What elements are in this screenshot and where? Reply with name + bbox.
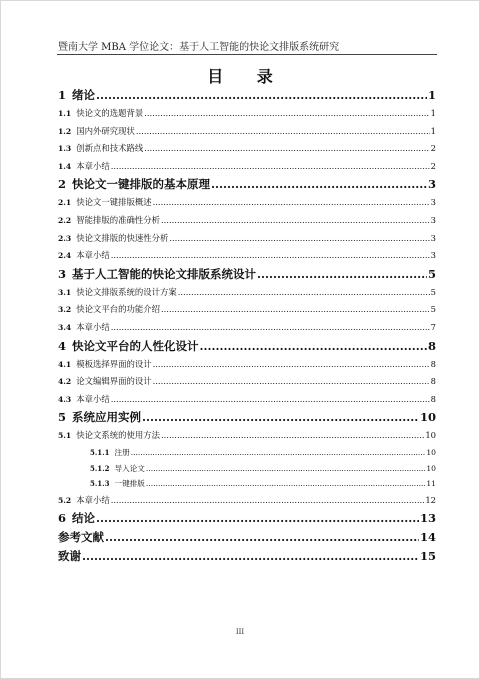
toc-entry-page: 5 — [427, 266, 436, 281]
toc-entry-title: 导入论文 — [114, 463, 145, 473]
toc-entry-title: 快论文排版系统的设计方案 — [76, 286, 177, 297]
toc-entry[interactable] — [58, 337, 436, 356]
toc-entry-page: 2 — [430, 160, 436, 171]
toc-entry[interactable] — [58, 175, 436, 194]
toc-entry-page: 10 — [426, 463, 436, 473]
dot-leader — [111, 158, 430, 176]
toc-entry-number: 1.1 — [58, 109, 72, 118]
toc-entry-number: 3.2 — [58, 305, 72, 315]
toc-entry[interactable] — [58, 105, 436, 123]
toc-entry[interactable] — [58, 301, 436, 319]
toc-entry-title: 快论文平台的人性化设计 — [72, 338, 199, 353]
toc-entry-page: 14 — [419, 530, 436, 545]
toc-entry-title: 一键排版 — [114, 479, 145, 489]
toc-entry[interactable] — [58, 356, 436, 374]
toc-entry[interactable] — [58, 476, 436, 492]
toc-entry-title: 本章小结 — [76, 250, 110, 261]
toc-entry-page: 5 — [430, 304, 436, 315]
toc-entry[interactable] — [58, 140, 436, 158]
toc-title: 目 录 — [207, 67, 287, 86]
toc-entry-page: 8 — [430, 358, 436, 369]
toc-entry-number: 4.1 — [58, 359, 72, 369]
toc-entry-title: 快论文的选题背景 — [76, 108, 144, 118]
toc-entry-number: 1 — [58, 88, 67, 102]
toc-entry-title: 注册 — [114, 447, 130, 457]
header-rule — [57, 54, 437, 55]
toc-entry-title: 本章小结 — [76, 160, 110, 171]
toc-entry-page: 3 — [430, 197, 436, 208]
dot-leader — [131, 445, 426, 461]
toc-entry[interactable] — [58, 230, 436, 248]
toc-entry[interactable] — [58, 123, 436, 141]
toc-entry-page: 8 — [427, 338, 436, 353]
toc-entry-page: 11 — [426, 479, 436, 489]
dot-leader — [178, 284, 430, 302]
toc-entry-title: 智能排版的准确性分析 — [76, 214, 160, 225]
toc-entry-page: 10 — [419, 410, 436, 425]
toc-entry-title: 论文编辑界面的设计 — [76, 376, 152, 387]
table-of-contents — [58, 86, 436, 566]
dot-leader — [136, 123, 430, 141]
toc-entry-page: 1 — [430, 108, 436, 118]
dot-leader — [105, 528, 419, 547]
toc-entry-number: 2.1 — [58, 198, 72, 208]
dot-leader — [153, 356, 430, 374]
page-number: III — [235, 628, 245, 636]
dot-leader — [169, 230, 429, 248]
toc-entry-number: 1.4 — [58, 161, 72, 171]
toc-entry-title: 快论文平台的功能介绍 — [76, 304, 160, 315]
toc-entry[interactable] — [58, 247, 436, 265]
toc-entry-number: 2.3 — [58, 233, 72, 243]
dot-leader — [111, 391, 430, 409]
toc-entry-page: 3 — [430, 214, 436, 225]
dot-leader — [146, 476, 425, 492]
dot-leader — [161, 212, 430, 230]
toc-entry-number: 5.1.2 — [90, 463, 110, 473]
dot-leader — [96, 86, 427, 105]
toc-entry-page: 2 — [430, 143, 436, 154]
toc-entry-title: 模板选择界面的设计 — [76, 358, 152, 369]
toc-entry-title: 基于人工智能的快论文排版系统设计 — [72, 266, 257, 281]
toc-entry-page: 13 — [419, 511, 436, 526]
toc-entry-title: 国内外研究现状 — [76, 125, 135, 136]
toc-entry-page: 10 — [426, 447, 436, 457]
toc-entry-number: 6 — [58, 511, 67, 526]
toc-entry[interactable] — [58, 445, 436, 461]
dot-leader — [142, 408, 419, 427]
dot-leader — [82, 547, 419, 566]
toc-entry-number: 5 — [58, 410, 67, 425]
toc-entry-title: 系统应用实例 — [72, 410, 142, 425]
toc-entry-page: 15 — [419, 549, 436, 564]
toc-entry-number: 1.2 — [58, 126, 72, 136]
dot-leader — [161, 301, 430, 319]
toc-entry-number: 4 — [58, 338, 67, 353]
toc-entry-page: 1 — [427, 88, 436, 102]
toc-entry-title: 快论文一键排版的基本原理 — [72, 177, 211, 192]
dot-leader — [257, 265, 427, 284]
toc-entry-page: 12 — [425, 494, 436, 505]
toc-entry[interactable] — [58, 427, 436, 445]
toc-entry[interactable] — [58, 319, 436, 337]
dot-leader — [146, 461, 425, 477]
toc-entry-page: 10 — [425, 430, 436, 441]
toc-entry-page: 7 — [430, 321, 436, 332]
toc-entry-page: 8 — [430, 376, 436, 387]
dot-leader — [96, 509, 419, 528]
toc-entry-number: 5.1 — [58, 431, 72, 441]
toc-entry-title: 快论文排版的快速性分析 — [76, 232, 169, 243]
toc-entry[interactable] — [58, 509, 436, 528]
toc-entry[interactable] — [58, 461, 436, 477]
toc-entry[interactable] — [58, 284, 436, 302]
toc-entry-number: 4.3 — [58, 394, 72, 404]
toc-entry-page: 8 — [430, 393, 436, 404]
toc-entry-title: 本章小结 — [76, 393, 110, 404]
toc-entry-title: 快论文一键排版概述 — [76, 197, 152, 208]
dot-leader — [111, 247, 430, 265]
toc-entry-number: 4.2 — [58, 377, 72, 387]
dot-leader — [200, 337, 427, 356]
toc-entry-page: 1 — [430, 125, 436, 136]
toc-entry[interactable] — [58, 212, 436, 230]
toc-entry-number: 5.1.1 — [90, 447, 110, 457]
toc-entry-number: 1.3 — [58, 144, 72, 154]
toc-entry-number: 2.2 — [58, 215, 72, 225]
toc-entry-title: 结论 — [72, 511, 96, 526]
dot-leader — [161, 427, 424, 445]
dot-leader — [111, 319, 430, 337]
toc-entry-title: 致谢 — [58, 549, 81, 564]
toc-entry-number: 3 — [58, 266, 67, 281]
toc-entry-page: 3 — [430, 250, 436, 261]
toc-entry-title: 参考文献 — [58, 530, 104, 545]
dot-leader — [144, 140, 429, 158]
toc-entry-number: 3.1 — [58, 287, 72, 297]
dot-leader — [111, 492, 425, 510]
toc-entry[interactable] — [58, 547, 436, 566]
toc-entry-number: 3.4 — [58, 322, 72, 332]
toc-entry-title: 快论文系统的使用方法 — [76, 430, 160, 441]
toc-entry-number: 2 — [58, 177, 67, 192]
dot-leader — [144, 105, 429, 123]
toc-entry[interactable] — [58, 391, 436, 409]
toc-entry-number: 5.1.3 — [90, 479, 110, 489]
toc-entry-title: 创新点和技术路线 — [76, 143, 144, 154]
toc-entry-title: 绪论 — [72, 88, 96, 102]
toc-entry-page: 3 — [430, 232, 436, 243]
running-header: 暨南大学 MBA 学位论文：基于人工智能的快论文排版系统研究 — [58, 42, 340, 53]
dot-leader — [211, 175, 427, 194]
toc-entry-page: 5 — [430, 286, 436, 297]
dot-leader — [153, 373, 430, 391]
toc-entry[interactable] — [58, 158, 436, 176]
toc-entry-page: 3 — [427, 177, 436, 192]
toc-entry[interactable] — [58, 194, 436, 212]
toc-entry-number: 2.4 — [58, 251, 72, 261]
toc-entry[interactable] — [58, 86, 436, 105]
toc-entry[interactable] — [58, 408, 436, 427]
toc-entry-title: 本章小结 — [76, 494, 110, 505]
toc-entry-number: 5.2 — [58, 495, 72, 505]
toc-entry[interactable] — [58, 492, 436, 510]
toc-entry-title: 本章小结 — [76, 321, 110, 332]
toc-entry[interactable] — [58, 373, 436, 391]
dot-leader — [153, 194, 430, 212]
toc-entry[interactable] — [58, 528, 436, 547]
toc-entry[interactable] — [58, 265, 436, 284]
